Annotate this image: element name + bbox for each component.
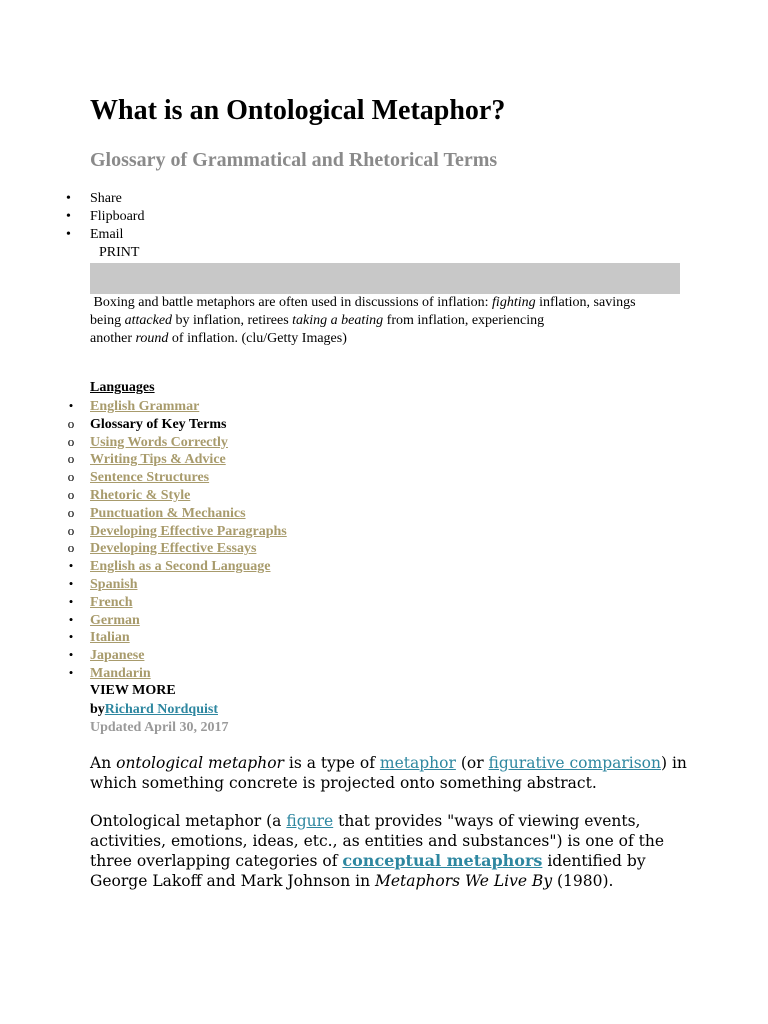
nav-item — [0, 397, 287, 415]
author-link[interactable]: Richard Nordquist — [104, 702, 218, 717]
nav-item — [0, 433, 287, 451]
list-bullet-icon: o — [67, 486, 75, 502]
byline-prefix: by — [90, 702, 105, 717]
list-bullet-icon: • — [68, 575, 74, 591]
print-button[interactable]: PRINT — [99, 245, 140, 260]
page-subtitle: Glossary of Grammatical and Rhetorical Terms — [90, 149, 498, 171]
list-bullet-icon: • — [68, 558, 74, 574]
caption-line — [90, 330, 690, 348]
languages-heading[interactable]: Languages — [90, 380, 155, 395]
caption-emphasis: attacked — [124, 313, 173, 328]
nav-link[interactable]: English Grammar — [90, 399, 200, 414]
caption-text: inflation, savings — [535, 295, 636, 310]
nav-item — [0, 486, 287, 504]
email-item[interactable]: • Email — [0, 226, 144, 244]
caption-line — [90, 294, 690, 312]
category-nav — [0, 397, 287, 682]
body-text: ) in which something concrete is projected onto something abstract. — [90, 754, 687, 792]
list-bullet-icon: • — [68, 647, 74, 663]
nav-item — [0, 415, 287, 433]
nav-link[interactable]: Japanese — [90, 648, 145, 664]
caption-text: from inflation, experiencing — [383, 313, 545, 328]
nav-item — [0, 646, 287, 664]
body-text: (1980). — [552, 872, 614, 890]
body-text: Ontological metaphor (a — [90, 812, 287, 830]
nav-link[interactable]: Developing Effective Essays — [90, 541, 257, 557]
nav-link[interactable]: Italian — [90, 630, 130, 646]
article-body — [90, 753, 690, 891]
image-placeholder — [90, 263, 680, 294]
nav-link[interactable]: Using Words Correctly — [90, 434, 228, 450]
nav-item — [0, 575, 287, 593]
caption-text: another — [90, 331, 136, 346]
caption-text: being — [90, 313, 125, 328]
list-bullet-icon: • — [68, 664, 74, 680]
nav-item — [0, 504, 287, 522]
nav-item — [0, 664, 287, 682]
figurative-comparison-link[interactable]: figurative comparison — [488, 754, 661, 772]
nav-link[interactable]: Glossary of Key Terms — [90, 416, 227, 432]
metaphor-link[interactable]: metaphor — [379, 754, 456, 772]
nav-item — [0, 468, 287, 486]
nav-link[interactable]: German — [90, 612, 140, 628]
body-paragraph — [90, 753, 690, 793]
nav-item — [0, 611, 287, 629]
caption-emphasis: taking a beating — [292, 313, 384, 328]
list-bullet-icon: • — [68, 593, 74, 609]
book-title: Metaphors We Live By — [375, 872, 553, 890]
list-bullet-icon: • — [68, 398, 74, 413]
list-bullet-icon: o — [67, 469, 75, 485]
body-text: identified by George Lakoff and Mark Johnson in — [90, 852, 646, 890]
body-text: An — [90, 754, 117, 772]
image-caption — [90, 294, 690, 348]
nav-link[interactable]: Sentence Structures — [90, 470, 210, 486]
list-bullet-icon: • — [68, 611, 74, 627]
conceptual-metaphors-link[interactable]: conceptual metaphors — [342, 851, 543, 870]
list-bullet-icon: o — [67, 451, 75, 467]
caption-text: Boxing and battle metaphors are often used in discussions of inflation: — [93, 295, 493, 310]
nav-link[interactable]: Developing Effective Paragraphs — [90, 523, 287, 539]
figure-link[interactable]: figure — [286, 812, 334, 830]
nav-link[interactable]: Rhetoric & Style — [90, 487, 191, 503]
nav-item — [0, 522, 287, 540]
flipboard-item[interactable]: • Flipboard — [0, 208, 144, 226]
list-bullet-icon: o — [67, 522, 75, 538]
nav-link[interactable]: Mandarin — [90, 665, 151, 681]
page-title: What is an Ontological Metaphor? — [90, 95, 506, 126]
list-bullet-icon: o — [67, 504, 75, 520]
list-bullet-icon: • — [68, 629, 74, 645]
caption-text: by inflation, retirees — [172, 313, 293, 328]
body-paragraph — [90, 811, 690, 891]
nav-link[interactable]: French — [90, 594, 133, 610]
nav-item — [0, 593, 287, 611]
nav-link[interactable]: Spanish — [90, 576, 138, 592]
nav-item — [0, 539, 287, 557]
nav-item — [0, 557, 287, 575]
nav-link[interactable]: Writing Tips & Advice — [90, 452, 226, 468]
byline — [90, 701, 218, 719]
caption-emphasis: round — [135, 331, 169, 346]
list-bullet-icon: o — [67, 540, 75, 556]
list-bullet-icon: o — [67, 415, 75, 431]
nav-item — [0, 450, 287, 468]
nav-item — [0, 628, 287, 646]
body-text: (or — [455, 754, 489, 772]
nav-link[interactable]: English as a Second Language — [90, 559, 271, 575]
caption-line — [90, 312, 690, 330]
body-text: that provides "ways of viewing events, activities, emotions, ideas, etc., as entities and substances") is one of the three overlapping categories of — [90, 812, 665, 870]
caption-emphasis: fighting — [492, 295, 536, 310]
view-more-button[interactable]: VIEW MORE — [90, 683, 176, 698]
caption-text: of inflation. (clu/Getty Images) — [168, 331, 347, 346]
body-text: is a type of — [283, 754, 380, 772]
updated-date: Updated April 30, 2017 — [90, 720, 229, 735]
list-bullet-icon: o — [67, 433, 75, 449]
body-emphasis: ontological metaphor — [116, 754, 284, 772]
share-list — [0, 190, 144, 244]
share-item[interactable]: • Share — [0, 190, 144, 208]
nav-link[interactable]: Punctuation & Mechanics — [90, 505, 246, 521]
